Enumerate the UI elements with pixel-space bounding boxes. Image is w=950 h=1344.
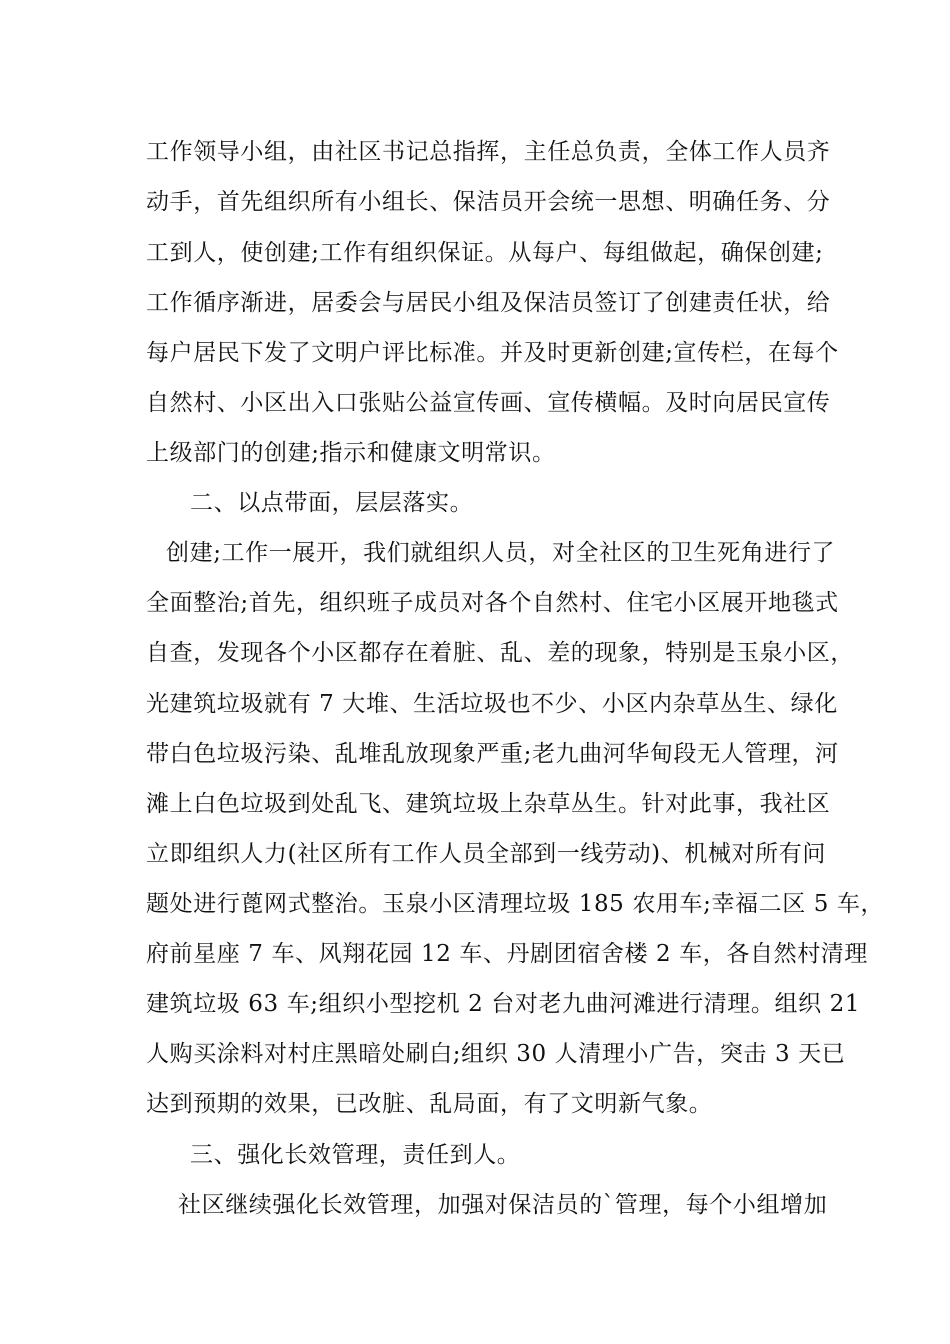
body-text-line: 动手，首先组织所有小组长、保洁员开会统一思想、明确任务、分 <box>146 189 831 215</box>
section-heading: 二、以点带面，层层落实。 <box>190 490 474 516</box>
body-text-line: 工到人，使创建;工作有组织保证。从每户、每组做起，确保创建; <box>146 240 824 266</box>
body-text-line: 上级部门的创建;指示和健康文明常识。 <box>146 440 556 466</box>
body-text-line: 工作领导小组，由社区书记总指挥，主任总负责，全体工作人员齐 <box>146 139 831 165</box>
body-text-line: 题处进行蓖网式整治。玉泉小区清理垃圾 185 农用车;幸福二区 5 车， <box>146 891 885 917</box>
body-text-line: 自查，发现各个小区都存在着脏、乱、差的现象，特别是玉泉小区， <box>146 640 854 666</box>
body-text-line: 带白色垃圾污染、乱堆乱放现象严重;老九曲河华甸段无人管理，河 <box>146 741 839 767</box>
body-text-line: 人购买涂料对村庄黑暗处刷白;组织 30 人清理小广告，突击 3 天已 <box>146 1041 846 1067</box>
body-text-line: 光建筑垃圾就有 7 大堆、生活垃圾也不少、小区内杂草丛生、绿化 <box>146 691 838 717</box>
body-text-line: 工作循序渐进，居委会与居民小组及保洁员签订了创建责任状，给 <box>146 290 831 316</box>
section-heading: 三、强化长效管理，责任到人。 <box>190 1142 521 1168</box>
body-text-line: 立即组织人力(社区所有工作人员全部到一线劳动)、机械对所有问 <box>146 841 826 867</box>
body-text-line: 全面整治;首先，组织班子成员对各个自然村、住宅小区展开地毯式 <box>146 590 839 616</box>
body-text-line: 社区继续强化长效管理，加强对保洁员的`管理，每个小组增加 <box>178 1192 828 1218</box>
body-text-line: 自然村、小区出入口张贴公益宣传画、宣传横幅。及时向居民宣传 <box>146 390 831 416</box>
body-text-line: 达到预期的效果，已改脏、乱局面，有了文明新气象。 <box>146 1091 713 1117</box>
body-text-line: 府前星座 7 车、风翔花园 12 车、丹剧团宿舍楼 2 车，各自然村清理 <box>146 941 868 967</box>
body-text-line: 滩上白色垃圾到处乱飞、建筑垃圾上杂草丛生。针对此事，我社区 <box>146 791 831 817</box>
body-text-line: 每户居民下发了文明户评比标准。并及时更新创建;宣传栏，在每个 <box>146 340 839 366</box>
body-text-line: 创建;工作一展开，我们就组织人员，对全社区的卫生死角进行了 <box>166 540 836 566</box>
body-text-line: 建筑垃圾 63 车;组织小型挖机 2 台对老九曲河滩进行清理。组织 21 <box>146 991 861 1017</box>
